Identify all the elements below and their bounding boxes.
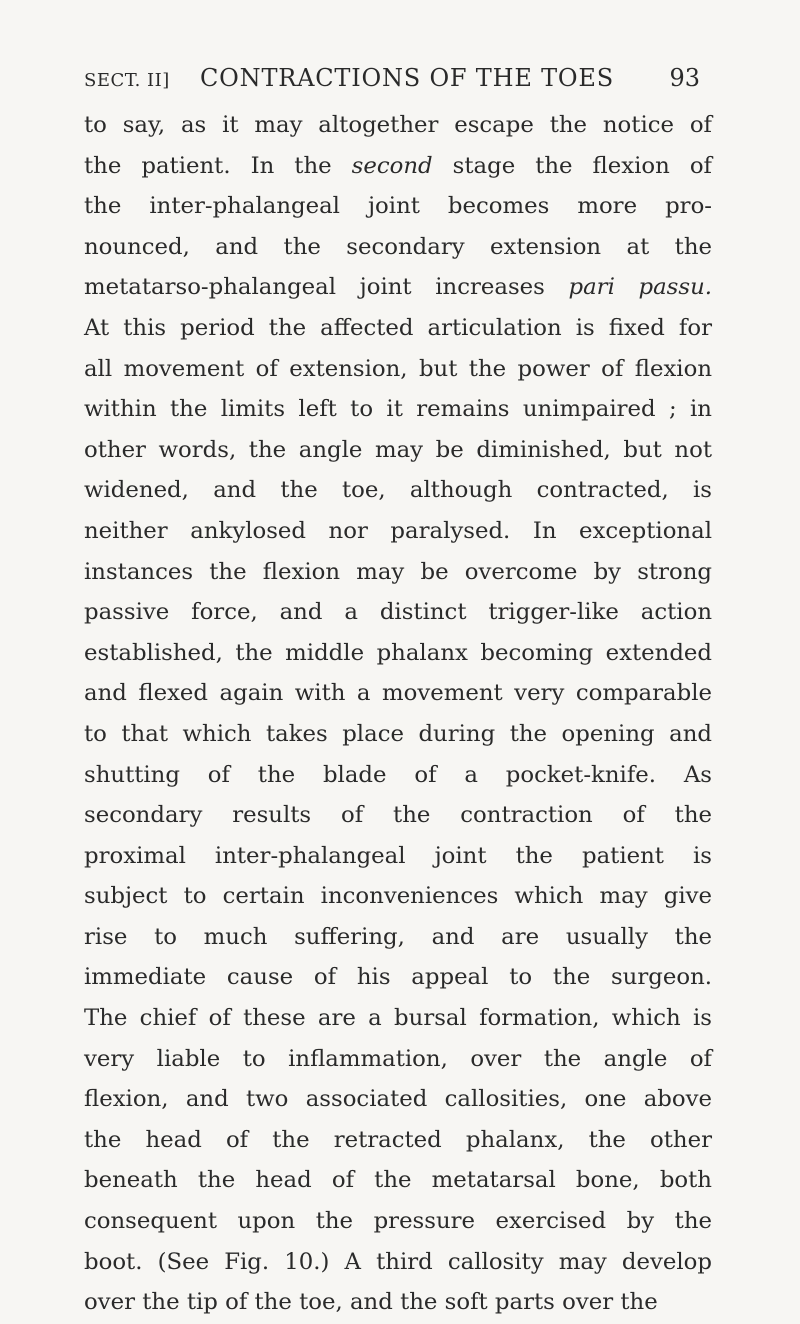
text-line: over the tip of the toe, and the soft parts over the — [84, 1289, 658, 1316]
text-line: to that which takes place during the opening and — [84, 720, 712, 747]
text-line: passive force, and a distinct trigger-like action — [84, 599, 712, 626]
text-line: the inter-phalangeal joint becomes more pro- — [84, 193, 712, 220]
running-head — [84, 64, 700, 96]
text-segment: stage the flexion of — [432, 152, 712, 179]
text-line — [84, 267, 712, 308]
emphasized-text: pari passu. — [568, 274, 713, 301]
text-line: rise to much suffering, and are usually the — [84, 923, 712, 950]
text-line: instances the flexion may be overcome by strong — [84, 558, 712, 585]
text-line: nounced, and the secondary extension at the — [84, 233, 712, 260]
text-line: boot. (See Fig. 10.) A third callosity may develop — [84, 1248, 712, 1275]
emphasized-text: second — [351, 152, 433, 179]
body-paragraph — [84, 105, 712, 1323]
text-line: within the limits left to it remains unimpaired ; in — [84, 396, 712, 423]
text-line: subject to certain inconveniences which may give — [84, 883, 712, 910]
text-line: consequent upon the pressure exercised by the — [84, 1208, 712, 1235]
text-line: secondary results of the contraction of the — [84, 802, 712, 829]
text-line: other words, the angle may be diminished, but not — [84, 436, 712, 463]
text-line: immediate cause of his appeal to the surgeon. — [84, 964, 712, 991]
text-line: widened, and the toe, although contracted, is — [84, 477, 712, 504]
text-segment: the patient. In the — [84, 152, 352, 179]
page-number: 93 — [669, 64, 700, 92]
text-segment: metatarso-phalangeal joint increases — [84, 274, 569, 301]
text-line: to say, as it may altogether escape the notice of — [84, 112, 712, 138]
section-label: SECT. II] — [84, 70, 170, 91]
text-line: The chief of these are a bursal formation, which is — [84, 1005, 712, 1032]
text-line: and flexed again with a movement very comparable — [84, 680, 712, 707]
text-line — [84, 146, 712, 187]
text-line: all movement of extension, but the power of flexion — [84, 355, 712, 382]
text-line: flexion, and two associated callosities, one above — [84, 1086, 712, 1113]
text-line: shutting of the blade of a pocket-knife. As — [84, 761, 712, 788]
chapter-title: CONTRACTIONS OF THE TOES — [200, 64, 614, 92]
text-line: established, the middle phalanx becoming extended — [84, 639, 712, 666]
text-line: beneath the head of the metatarsal bone, both — [84, 1167, 712, 1194]
text-line: At this period the affected articulation is fixed for — [84, 314, 712, 341]
text-line: very liable to inflammation, over the angle of — [84, 1045, 712, 1072]
text-line: the head of the retracted phalanx, the other — [84, 1126, 712, 1153]
text-line: neither ankylosed nor paralysed. In exceptional — [84, 517, 712, 544]
text-line: proximal inter-phalangeal joint the patient is — [84, 842, 712, 869]
